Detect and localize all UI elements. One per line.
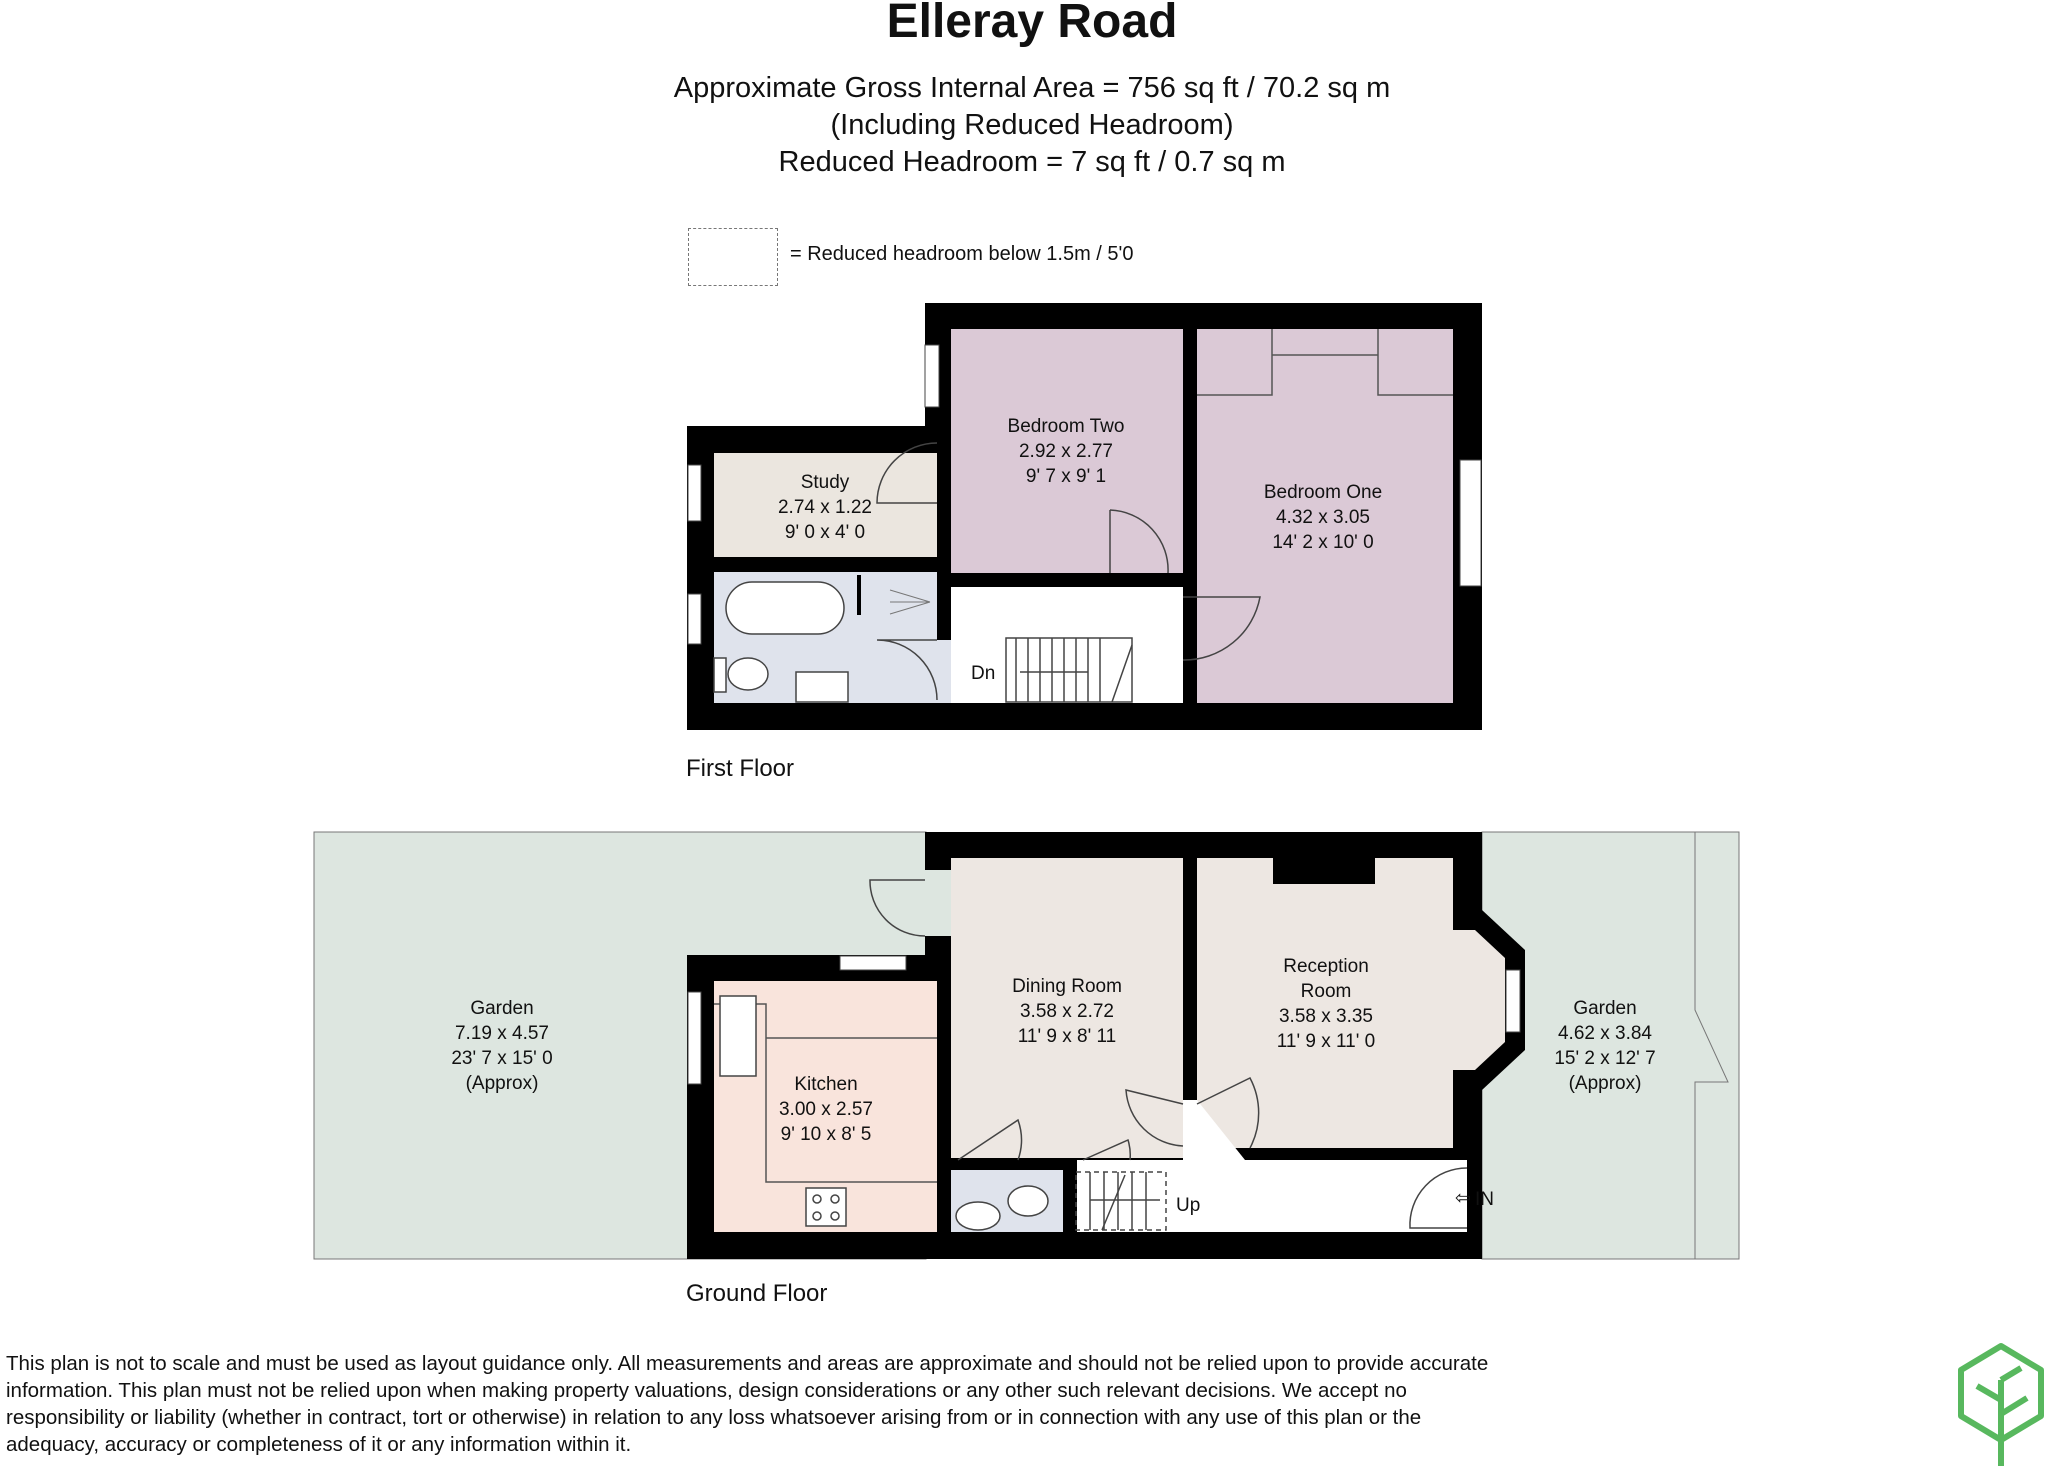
area-line-3: Reduced Headroom = 7 sq ft / 0.7 sq m [778, 146, 1286, 178]
garden-rear-name: Garden [470, 998, 534, 1019]
stairs-down-label: Dn [971, 663, 996, 684]
wc-basin [956, 1202, 1000, 1230]
window-kitchen-top [840, 956, 906, 970]
study-metric: 2.74 x 1.22 [777, 497, 873, 518]
garden-rear-imperial: 23' 7 x 15' 0 [451, 1048, 553, 1069]
bedroom-two-name: Bedroom Two [1007, 416, 1125, 437]
garden-rear-metric: 7.19 x 4.57 [454, 1023, 550, 1044]
reception-metric: 3.58 x 3.35 [1278, 1006, 1374, 1027]
garden-front-name: Garden [1573, 998, 1637, 1019]
ground-floor-plan [314, 832, 1739, 1259]
bay-window-inner [1453, 930, 1505, 1070]
reception-name-1: Reception [1283, 956, 1369, 977]
garden-front-imperial: 15' 2 x 12' 7 [1554, 1048, 1656, 1069]
legend-text: = Reduced headroom below 1.5m / 5'0 [790, 243, 1134, 265]
bath-tub [726, 582, 844, 634]
first-floor-plan [687, 303, 1482, 730]
area-line-2: (Including Reduced Headroom) [830, 109, 1234, 141]
window-study [688, 465, 701, 521]
leaf-logo-icon [1955, 1340, 2047, 1470]
kitchen-sink [720, 996, 756, 1076]
bay-window-glass [1506, 970, 1520, 1032]
garden-front-metric: 4.62 x 3.84 [1557, 1023, 1653, 1044]
page-title: Elleray Road [886, 0, 1178, 48]
toilet-cistern-first-floor [714, 658, 726, 692]
dining-metric: 3.58 x 2.72 [1019, 1001, 1115, 1022]
garden-front-note: (Approx) [1568, 1073, 1642, 1094]
dining-imperial: 11' 9 x 8' 11 [1017, 1026, 1117, 1047]
ground-floor-label: Ground Floor [686, 1280, 828, 1307]
disclaimer-text: This plan is not to scale and must be used as layout guidance only. All measurements and areas are approximate and should not be relied upon to provide accurate information. This plan must not be relied upon when making property valuations, design considerations or any other such relevant decisions. We accept no responsibility or liability (whether in contract, tort or otherwise) in relation to any loss whatsoever arising from or in connection with any use of this plan or the adequacy, accuracy or completeness of it or any information within it. [6, 1352, 1489, 1456]
kitchen-name: Kitchen [794, 1074, 858, 1095]
kitchen-imperial: 9' 10 x 8' 5 [780, 1124, 872, 1145]
garden-rear-note: (Approx) [465, 1073, 539, 1094]
window-kitchen-side [688, 992, 701, 1084]
dining-name: Dining Room [1012, 976, 1122, 997]
bedroom-one-metric: 4.32 x 3.05 [1275, 507, 1371, 528]
area-line-1: Approximate Gross Internal Area = 756 sq ft / 70.2 sq m [673, 72, 1391, 104]
window-bedroom-one [1460, 460, 1481, 586]
shower-screen [857, 575, 861, 615]
toilet-first-floor [728, 658, 768, 690]
window-bedroom-two [925, 345, 939, 407]
window-bathroom [688, 594, 701, 644]
basin-first-floor [796, 672, 848, 702]
reception-name-2: Room [1300, 981, 1352, 1002]
first-floor-label: First Floor [686, 755, 794, 782]
stairs-up-label: Up [1176, 1195, 1201, 1216]
reception-imperial: 11' 9 x 11' 0 [1276, 1031, 1376, 1052]
landing-to-bathroom-opening [937, 640, 951, 703]
entrance-arrow-icon: ⇦ [1455, 1188, 1471, 1209]
bedroom-two-metric: 2.92 x 2.77 [1018, 441, 1114, 462]
chimney-breast [1273, 858, 1375, 884]
hallway [1077, 1160, 1467, 1232]
kitchen-metric: 3.00 x 2.57 [778, 1099, 874, 1120]
wc-toilet [1008, 1186, 1048, 1216]
entrance-label: IN [1475, 1189, 1494, 1210]
bedroom-one-name: Bedroom One [1263, 482, 1383, 503]
landing [951, 587, 1183, 703]
study-name: Study [800, 472, 850, 493]
study-imperial: 9' 0 x 4' 0 [784, 522, 866, 543]
bedroom-two-imperial: 9' 7 x 9' 1 [1025, 466, 1107, 487]
kitchen-hob [806, 1188, 846, 1226]
room-reception [1197, 858, 1453, 1148]
rear-door-opening [925, 870, 951, 936]
bedroom-one-imperial: 14' 2 x 10' 0 [1272, 532, 1374, 553]
